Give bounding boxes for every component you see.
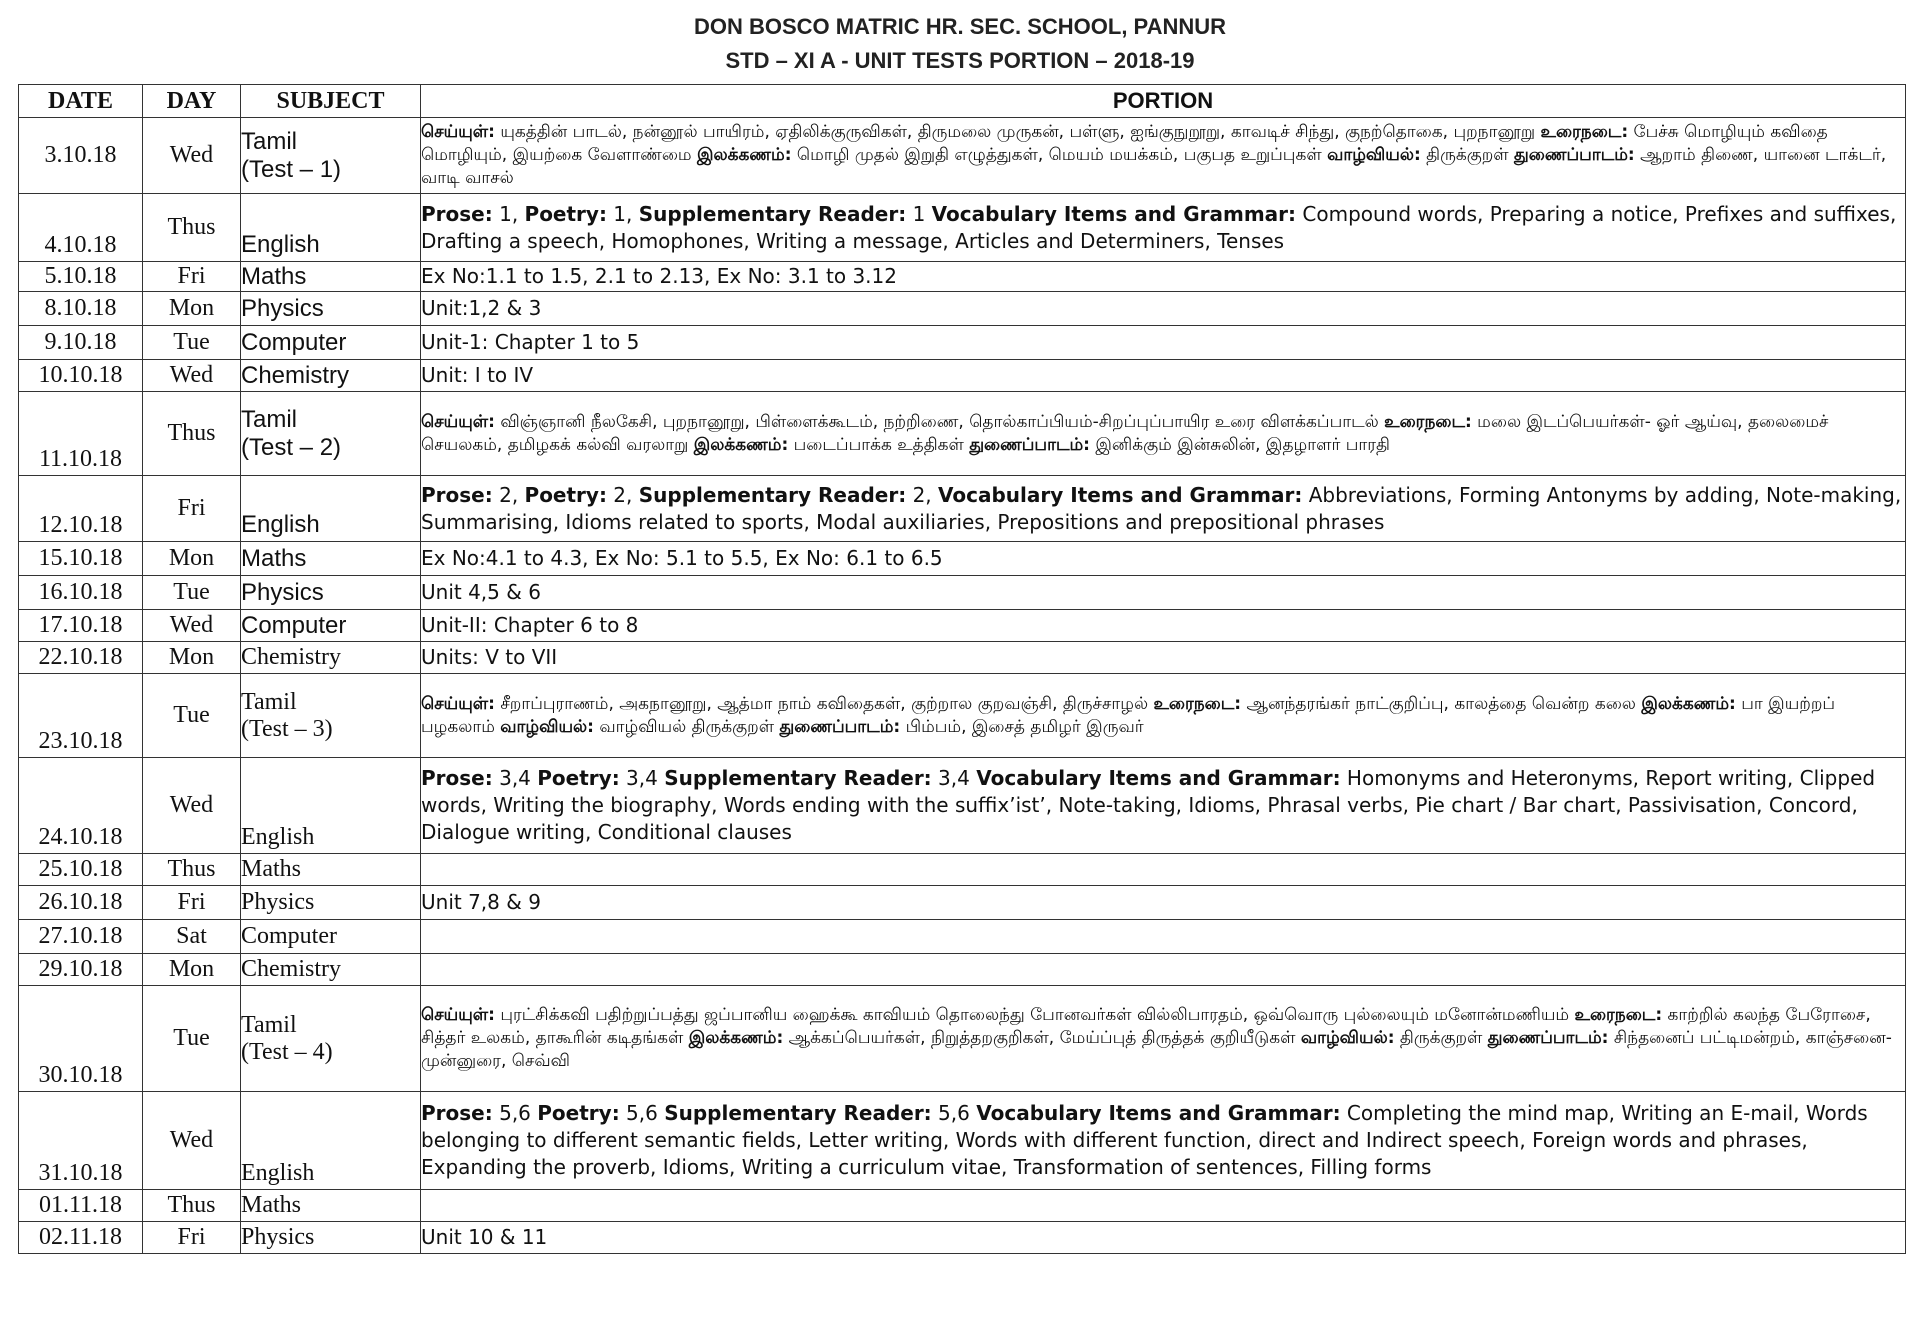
column-header-subject: SUBJECT	[241, 85, 421, 118]
cell-portion	[421, 476, 1906, 542]
cell-subject: Maths	[241, 854, 421, 886]
cell-subject: Computer	[241, 610, 421, 642]
cell-date: 26.10.18	[19, 886, 143, 920]
portion-text: Unit 4,5 & 6	[421, 580, 541, 604]
cell-date: 23.10.18	[19, 674, 143, 758]
cell-day: Fri	[143, 262, 241, 292]
portion-text: 5,6	[492, 1101, 538, 1125]
cell-date: 11.10.18	[19, 392, 143, 476]
cell-subject: English	[241, 1092, 421, 1190]
portion-text: 3,4	[931, 766, 977, 790]
cell-portion	[421, 542, 1906, 576]
portion-heading: இலக்கணம்:	[688, 1028, 784, 1048]
table-row	[19, 986, 1906, 1092]
cell-portion	[421, 986, 1906, 1092]
cell-portion	[421, 854, 1906, 886]
cell-portion	[421, 920, 1906, 954]
cell-subject	[241, 392, 421, 476]
cell-portion	[421, 610, 1906, 642]
cell-portion	[421, 954, 1906, 986]
cell-date: 9.10.18	[19, 326, 143, 360]
cell-portion	[421, 886, 1906, 920]
cell-day: Sat	[143, 920, 241, 954]
cell-subject: Maths	[241, 1190, 421, 1222]
portion-heading: செய்யுள்:	[421, 1005, 495, 1025]
cell-date: 01.11.18	[19, 1190, 143, 1222]
cell-day: Wed	[143, 610, 241, 642]
cell-day: Tue	[143, 326, 241, 360]
portion-text: காற்றில் கலந்த பேரோசை, சித்தர் உலகம், தாகூரின் கடிதங்கள்	[421, 1005, 1871, 1048]
cell-date: 15.10.18	[19, 542, 143, 576]
portion-heading: Vocabulary Items and Grammar:	[938, 482, 1303, 507]
table-row	[19, 758, 1906, 854]
cell-subject: Physics	[241, 292, 421, 326]
subject-label: Tamil	[241, 688, 297, 715]
school-title: DON BOSCO MATRIC HR. SEC. SCHOOL, PANNUR	[693, 14, 1227, 39]
portion-text: 5,6	[931, 1101, 977, 1125]
subject-label: Tamil	[241, 405, 298, 433]
portion-heading: உரைநடை:	[1153, 693, 1242, 714]
subject-label: Tamil	[241, 127, 298, 155]
cell-day: Mon	[143, 954, 241, 986]
portion-text: யுகத்தின் பாடல், நன்னூல் பாயிரம், ஏதிலிக்குருவிகள், திருமலை முருகன், பள்ளு, ஐங்குநுறூறு, காவடிச் சிந்து, குநற்தொகை, புறநானூறு	[494, 122, 1541, 142]
portion-heading: செய்யுள்:	[421, 411, 495, 432]
cell-day: Wed	[143, 758, 241, 854]
cell-day: Thus	[143, 854, 241, 886]
cell-day: Tue	[143, 674, 241, 758]
column-header-day: DAY	[143, 85, 241, 118]
portion-text: ஆறாம் திணை, யானை டாக்டர், வாடி வாசல்	[421, 145, 1887, 188]
portion-heading: இலக்கணம்:	[693, 434, 789, 455]
portion-text: 3,4	[619, 766, 665, 790]
cell-date: 02.11.18	[19, 1222, 143, 1254]
portion-text: ஆனந்தரங்கர் நாட்குறிப்பு, காலத்தை வென்ற கலை	[1241, 693, 1642, 714]
portion-heading: உரைநடை:	[1574, 1005, 1663, 1025]
cell-subject: Maths	[241, 542, 421, 576]
table-row	[19, 476, 1906, 542]
table-row	[19, 576, 1906, 610]
test-number-label: (Test – 3)	[241, 715, 333, 742]
table-row	[19, 194, 1906, 262]
portion-table	[18, 84, 1906, 1254]
cell-date: 5.10.18	[19, 262, 143, 292]
cell-portion	[421, 758, 1906, 854]
portion-heading: Prose:	[421, 201, 493, 226]
portion-text: பிம்பம், இசைத் தமிழர் இருவர்	[900, 716, 1144, 737]
table-row	[19, 886, 1906, 920]
cell-portion	[421, 326, 1906, 360]
portion-heading: இலக்கணம்:	[1641, 693, 1736, 714]
test-number-label: (Test – 4)	[241, 1038, 333, 1065]
cell-date: 4.10.18	[19, 194, 143, 262]
document-subtitle: STD – XI A - UNIT TESTS PORTION – 2018-19	[725, 48, 1195, 73]
cell-day: Mon	[143, 292, 241, 326]
cell-portion	[421, 1222, 1906, 1254]
cell-date: 16.10.18	[19, 576, 143, 610]
portion-text: ஆக்கப்பெயர்கள், நிறுத்தறகுறிகள், மேய்ப்புத் திருத்தக் குறியீடுகள்	[783, 1028, 1301, 1048]
cell-day: Wed	[143, 118, 241, 194]
cell-day: Tue	[143, 576, 241, 610]
table-header-row	[19, 85, 1906, 118]
portion-heading: செய்யுள்:	[421, 693, 495, 714]
portion-heading: உரைநடை:	[1384, 411, 1472, 432]
portion-text: 2,	[492, 482, 525, 507]
table-row	[19, 1092, 1906, 1190]
cell-portion	[421, 1092, 1906, 1190]
table-body	[19, 118, 1906, 1254]
table-row	[19, 326, 1906, 360]
table-row	[19, 610, 1906, 642]
cell-date: 3.10.18	[19, 118, 143, 194]
table-row	[19, 954, 1906, 986]
table-row	[19, 262, 1906, 292]
portion-text: 3,4	[492, 766, 538, 790]
table-row	[19, 118, 1906, 194]
portion-text: பேச்சு மொழியும் கவிதை மொழியும், இயற்கை வேளாண்மை	[421, 122, 1828, 165]
cell-subject: Chemistry	[241, 360, 421, 392]
portion-text: 1	[906, 201, 932, 226]
cell-date: 8.10.18	[19, 292, 143, 326]
cell-day: Wed	[143, 1092, 241, 1190]
cell-day: Fri	[143, 476, 241, 542]
cell-day: Fri	[143, 1222, 241, 1254]
cell-subject: Maths	[241, 262, 421, 292]
test-number-label: (Test – 1)	[241, 155, 342, 183]
portion-text: Ex No:4.1 to 4.3, Ex No: 5.1 to 5.5, Ex No: 6.1 to 6.5	[421, 546, 943, 570]
portion-heading: Vocabulary Items and Grammar:	[976, 766, 1341, 790]
table-row	[19, 542, 1906, 576]
cell-date: 30.10.18	[19, 986, 143, 1092]
cell-day: Mon	[143, 642, 241, 674]
portion-text: சிந்தனைப் பட்டிமன்றம், காஞ்சனை- முன்னுரை, செவ்வி	[421, 1028, 1892, 1071]
portion-heading: துணைப்பாடம்:	[1487, 1028, 1609, 1048]
cell-day: Thus	[143, 392, 241, 476]
cell-day: Thus	[143, 1190, 241, 1222]
table-row	[19, 854, 1906, 886]
portion-text: 2,	[906, 482, 939, 507]
portion-text: Abbreviations, Forming Antonyms by adding, Note-making, Summarising, Idioms related to sports, Modal auxiliaries, Prepositions and prepositional phrases	[421, 482, 1902, 534]
cell-subject	[241, 674, 421, 758]
subject-label: Tamil	[241, 1011, 297, 1038]
portion-text: Completing the mind map, Writing an E-mail, Words belonging to different semantic fields, Letter writing, Words with different function, direct and Indirect speech, Foreign words and phrases, Expanding the proverb, Idioms, Writing a curriculum vitae, Transformation of sentences, Filling forms	[421, 1101, 1868, 1179]
cell-subject: English	[241, 758, 421, 854]
cell-portion	[421, 292, 1906, 326]
portion-heading: Poetry:	[537, 766, 620, 790]
portion-heading: Vocabulary Items and Grammar:	[931, 201, 1297, 226]
table-row	[19, 292, 1906, 326]
cell-day: Tue	[143, 986, 241, 1092]
cell-portion	[421, 194, 1906, 262]
cell-subject: Chemistry	[241, 954, 421, 986]
portion-text: 5,6	[619, 1101, 665, 1125]
cell-date: 29.10.18	[19, 954, 143, 986]
portion-heading: வாழ்வியல்:	[500, 716, 594, 737]
portion-text: சீறாப்புராணம், அகநானூறு, ஆத்மா நாம் கவிதைகள், குற்றால குறவஞ்சி, திருச்சாழல்	[494, 693, 1154, 714]
portion-heading: Poetry:	[537, 1101, 620, 1125]
test-number-label: (Test – 2)	[241, 433, 342, 461]
cell-date: 31.10.18	[19, 1092, 143, 1190]
cell-date: 27.10.18	[19, 920, 143, 954]
portion-text: Units: V to VII	[421, 645, 558, 669]
portion-text: இனிக்கும் இன்சுலின், இதழாளர் பாரதி	[1089, 434, 1390, 455]
cell-subject: Physics	[241, 1222, 421, 1254]
cell-date: 17.10.18	[19, 610, 143, 642]
portion-text: 2,	[606, 482, 639, 507]
column-header-date: DATE	[19, 85, 143, 118]
portion-heading: உரைநடை:	[1540, 122, 1629, 142]
portion-text: 1,	[492, 201, 525, 226]
portion-heading: Supplementary Reader:	[664, 1101, 932, 1125]
portion-heading: Prose:	[421, 1101, 493, 1125]
column-header-portion: PORTION	[421, 85, 1906, 118]
portion-heading: வாழ்வியல்:	[1327, 145, 1421, 165]
cell-subject: Chemistry	[241, 642, 421, 674]
cell-day: Mon	[143, 542, 241, 576]
table-row	[19, 920, 1906, 954]
portion-text: Unit 10 & 11	[421, 1225, 548, 1249]
cell-day: Fri	[143, 886, 241, 920]
portion-text: திருக்குறள்	[1420, 145, 1515, 165]
cell-date: 12.10.18	[19, 476, 143, 542]
portion-text: புரட்சிக்கவி பதிற்றுப்பத்து ஜப்பானிய ஹைக்கூ காவியம் தொலைந்து போனவர்கள் வில்லிபாரதம், ஒவ்வொரு புல்லையும் மனோன்மணியம்	[494, 1005, 1575, 1025]
cell-portion	[421, 642, 1906, 674]
cell-date: 25.10.18	[19, 854, 143, 886]
portion-text: படைப்பாக்க உத்திகள்	[788, 434, 970, 455]
cell-subject: Computer	[241, 920, 421, 954]
table-row	[19, 674, 1906, 758]
table-row	[19, 392, 1906, 476]
portion-heading: துணைப்பாடம்:	[779, 716, 901, 737]
portion-text: பா இயற்றப் பழகலாம்	[421, 693, 1836, 737]
cell-portion	[421, 674, 1906, 758]
portion-text: Ex No:1.1 to 1.5, 2.1 to 2.13, Ex No: 3.1 to 3.12	[421, 264, 897, 288]
portion-heading: Prose:	[421, 482, 493, 507]
cell-subject: Computer	[241, 326, 421, 360]
cell-date: 22.10.18	[19, 642, 143, 674]
portion-heading: Supplementary Reader:	[664, 766, 932, 790]
cell-subject	[241, 986, 421, 1092]
portion-heading: துணைப்பாடம்:	[969, 434, 1090, 455]
portion-heading: Prose:	[421, 766, 493, 790]
portion-heading: Poetry:	[524, 482, 607, 507]
cell-portion	[421, 576, 1906, 610]
portion-text: விஞ்ஞானி நீலகேசி, புறநானூறு, பிள்ளைக்கூடம், நற்றிணை, தொல்காப்பியம்-சிறப்புப்பாயிர உரை விளக்கப்பாடல்	[494, 411, 1385, 432]
portion-heading: Supplementary Reader:	[638, 201, 907, 226]
cell-date: 24.10.18	[19, 758, 143, 854]
portion-text: மொழி முதல் இறுதி எழுத்துகள், மெயம் மயக்கம், பகுபத உறுப்புகள்	[791, 145, 1328, 165]
portion-heading: Supplementary Reader:	[638, 482, 907, 507]
portion-text: திருக்குறள்	[1394, 1028, 1488, 1048]
portion-text: Compound words, Preparing a notice, Prefixes and suffixes, Drafting a speech, Homophones, Writing a message, Articles and Determiners, Tenses	[421, 201, 1897, 253]
portion-text: மலை இடப்பெயர்கள்- ஓர் ஆய்வு, தலைமைச் செயலகம், தமிழகக் கல்வி வரலாறு	[421, 411, 1829, 455]
cell-portion	[421, 360, 1906, 392]
portion-text: Homonyms and Heteronyms, Report writing, Clipped words, Writing the biography, Words ending with the suffix’ist’, Note-taking, Idioms, Phrasal verbs, Pie chart / Bar chart, Passivisation, Concord, Dialogue writing, Conditional clauses	[421, 766, 1876, 844]
cell-day: Wed	[143, 360, 241, 392]
portion-heading: துணைப்பாடம்:	[1514, 145, 1635, 165]
cell-subject: Physics	[241, 576, 421, 610]
portion-text: Unit-1: Chapter 1 to 5	[421, 330, 640, 354]
cell-date: 10.10.18	[19, 360, 143, 392]
cell-day: Thus	[143, 194, 241, 262]
portion-heading: செய்யுள்:	[421, 122, 495, 142]
cell-subject: English	[241, 476, 421, 542]
cell-subject	[241, 118, 421, 194]
portion-heading: இலக்கணம்:	[697, 145, 792, 165]
cell-portion	[421, 262, 1906, 292]
portion-text: Unit 7,8 & 9	[421, 890, 541, 914]
portion-text: Unit: I to IV	[421, 363, 534, 387]
cell-subject: English	[241, 194, 421, 262]
table-row	[19, 1222, 1906, 1254]
cell-portion	[421, 118, 1906, 194]
cell-subject: Physics	[241, 886, 421, 920]
portion-text: 1,	[606, 201, 639, 226]
table-row	[19, 360, 1906, 392]
cell-portion	[421, 392, 1906, 476]
portion-text: Unit-II: Chapter 6 to 8	[421, 613, 639, 637]
table-row	[19, 642, 1906, 674]
portion-text: வாழ்வியல் திருக்குறள்	[593, 716, 780, 737]
cell-portion	[421, 1190, 1906, 1222]
portion-heading: வாழ்வியல்:	[1300, 1028, 1395, 1048]
portion-heading: Poetry:	[524, 201, 607, 226]
portion-heading: Vocabulary Items and Grammar:	[976, 1101, 1341, 1125]
table-row	[19, 1190, 1906, 1222]
portion-text: Unit:1,2 & 3	[421, 296, 542, 320]
